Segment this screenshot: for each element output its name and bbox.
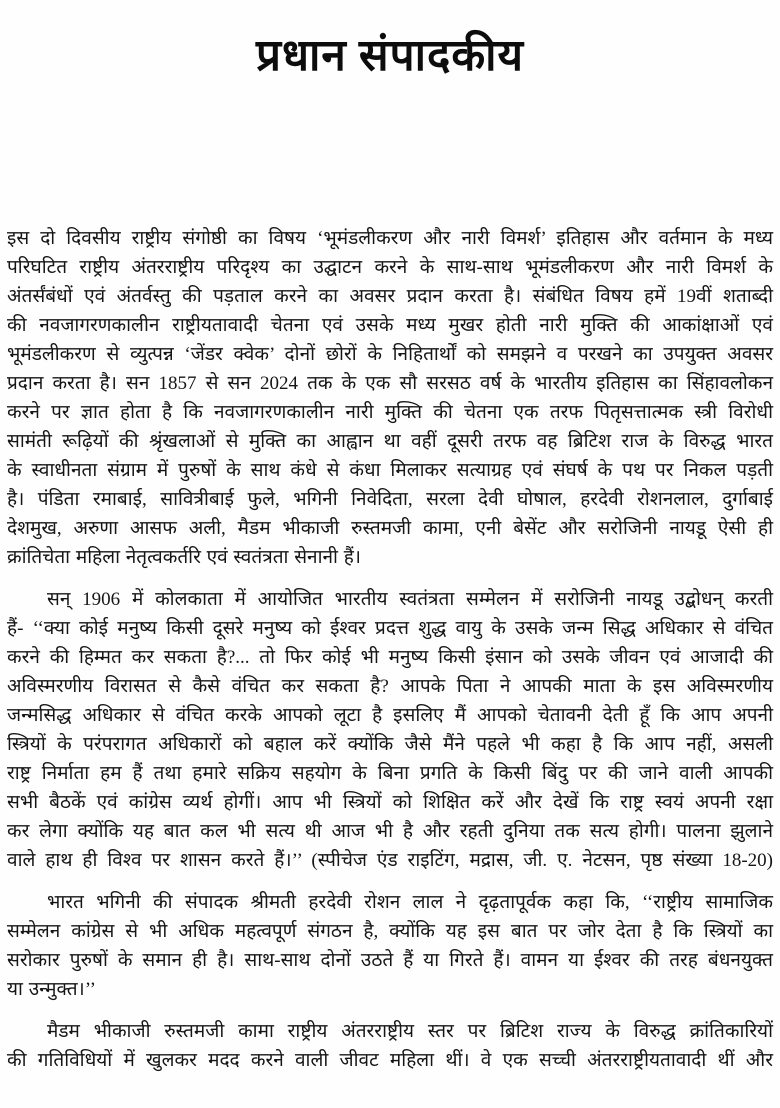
text-line: वाले हाथ ही विश्व पर शासन करते हैं।’’ (स्पीचेज एंड राइटिंग, मद्रास, जी. ए. नेटसन, पृष्ठ संख्या 18-20) [7,850,773,871]
text-line: अविस्मरणीय विरासत से कैसे वंचित कर सकता है? आपके पिता ने आपकी माता के इस अविस्मरणीय [7,676,773,697]
text-line: प्रदान करता है। सन 1857 से सन 2024 तक के एक सौ सरसठ वर्ष के भारतीय इतिहास का सिंहावलोकन [7,373,773,394]
text-line: करने पर ज्ञात होता है कि नवजागरणकालीन नारी मुक्ति की चेतना एक तरफ पितृसत्तात्मक स्त्री विरोधी [7,402,773,423]
text-line: हैं- ‘‘क्या कोई मनुष्य किसी दूसरे मनुष्य को ईश्वर प्रदत्त शुद्ध वायु के उसके जन्म सिद्ध अधिकार से वंचित [7,618,773,639]
text-line: राष्ट्र निर्माता हम हैं तथा हमारे सक्रिय सहयोग के बिना प्रगति के किसी बिंदु पर की जाने वाली आपकी [7,763,773,784]
text-line: सन् 1906 में कोलकाता में आयोजित भारतीय स्वतंत्रता सम्मेलन में सरोजिनी नायडू उद्बोधन् करती [47,589,773,610]
text-line: मैडम भीकाजी रुस्तमजी कामा राष्ट्रीय अंतरराष्ट्रीय स्तर पर ब्रिटिश राज्य के विरुद्ध क्रांतिकारियों [47,1021,773,1042]
text-line: जन्मसिद्ध अधिकार से वंचित करके आपको लूटा है इसलिए मैं आपको चेतावनी देती हूँ कि आप अपनी [7,705,773,726]
text-line: अंतर्संबंधों एवं अंतर्वस्तु की पड़ताल करने का अवसर प्रदान करता है। संबंधित विषय हमें 19वीं शताब्दी [7,286,773,307]
text-line: इस दो दिवसीय राष्ट्रीय संगोष्ठी का विषय ‘भूमंडलीकरण और नारी विमर्श’ इतिहास और वर्तमान के मध्य [7,228,773,249]
body-text [0,224,780,1075]
text-line: के स्वाधीनता संग्राम में पुरुषों के साथ कंधे से कंधा मिलाकर सत्याग्रह एवं संघर्ष के पथ पर निकल पड़ती [7,460,773,481]
text-line: सामंती रूढ़ियों की श्रृंखलाओं से मुक्ति का आह्वान था वहीं दूसरी तरफ वह ब्रिटिश राज के विरुद्ध भारत [7,431,773,452]
text-line: परिघटित राष्ट्रीय अंतरराष्ट्रीय परिदृश्य का उद्घाटन करने के साथ-साथ भूमंडलीकरण और नारी विमर्श के [7,257,773,278]
text-line: की नवजागरणकालीन राष्ट्रीयतावादी चेतना एवं उसके मध्य मुखर होती नारी मुक्ति की आकांक्षाओं एवं [7,315,773,336]
text-line: भूमंडलीकरण से व्युत्पन्न ‘जेंडर क्वेक’ दोनों छोरों के निहितार्थों को समझने व परखने का उपयुक्त अवसर [7,344,773,365]
text-line: भारत भगिनी की संपादक श्रीमती हरदेवी रोशन लाल ने दृढ़तापूर्वक कहा कि, ‘‘राष्ट्रीय सामाजिक [47,892,773,913]
text-line: देशमुख, अरुणा आसफ अली, मैडम भीकाजी रुस्तमजी कामा, एनी बेसेंट और सरोजिनी नायडू ऐसी ही [7,518,773,539]
paragraph [7,585,773,875]
text-line: क्रांतिचेता महिला नेतृत्वकर्तरि एवं स्वतंत्रता सेनानी हैं। [7,547,362,568]
text-line: करने की हिम्मत कर सकता है?... तो फिर कोई भी मनुष्य किसी इंसान को उसके जीवन एवं आजादी की [7,647,773,668]
text-line: सरोकार पुरुषों के समान ही है। साथ-साथ दोनों उठते हैं या गिरते हैं। वामन या ईश्वर की तरह बंधनयुक्त [7,950,773,971]
paragraph [7,1017,773,1075]
text-line: या उन्मुक्त।’’ [7,979,96,1000]
page-title: प्रधान संपादकीय [255,31,525,80]
text-line: स्त्रियों के परंपरागत अधिकारों को बहाल करें क्योंकि जैसे मैंने पहले भी कहा है कि आप नहीं, असली [7,734,773,755]
text-line: है। पंडिता रमाबाई, सावित्रीबाई फुले, भगिनी निवेदिता, सरला देवी घोषाल, हरदेवी रोशनलाल, दुर्गाबाई [7,489,773,510]
text-line: सभी बैठकें एवं कांग्रेस व्यर्थ होगीं। आप भी स्त्रियों को शिक्षित करें और देखें कि राष्ट्र स्वयं अपनी रक्षा [7,792,773,813]
text-line: की गतिविधियों में खुलकर मदद करने वाली जीवट महिला थीं। वे एक सच्ची अंतरराष्ट्रीयतावादी थीं और [7,1050,773,1071]
text-line: सम्मेलन कांग्रेस से भी अधिक महत्वपूर्ण संगठन है, क्योंकि यह इस बात पर जोर देता है कि स्त्रियों का [7,921,773,942]
paragraph [7,224,773,572]
text-line: कर लेगा क्योंकि यह बात कल भी सत्य थी आज भी है और रहती दुनिया तक सत्य होगी। पालना झुलाने [7,821,773,842]
paragraph [7,888,773,1004]
